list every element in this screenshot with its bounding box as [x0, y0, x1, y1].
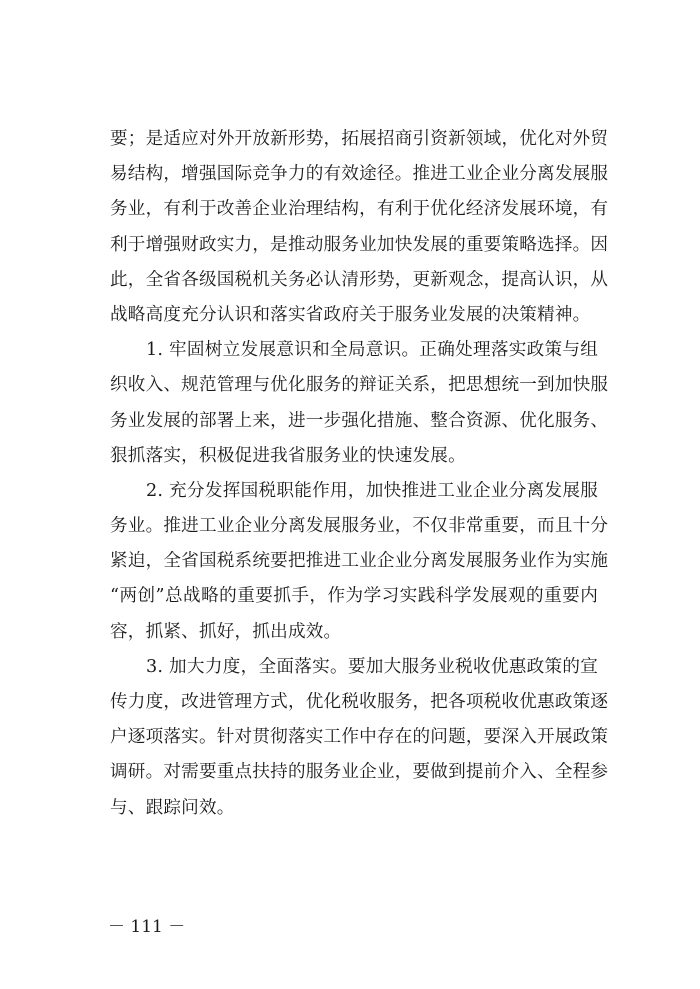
text-line: 狠抓落实，积极促进我省服务业的快速发展。 — [110, 445, 466, 466]
text-line: 利于增强财政实力，是推动服务业加快发展的重要策略选择。因 — [110, 234, 609, 255]
text-line: 紧迫，全省国税系统要把推进工业企业分离发展服务业作为实施 — [110, 551, 609, 572]
paragraph — [110, 122, 609, 333]
text-line: 务业，有利于改善企业治理结构，有利于优化经济发展环境，有 — [110, 199, 609, 220]
paragraph — [110, 650, 609, 826]
text-line: 1. 牢固树立发展意识和全局意识。正确处理落实政策与组 — [146, 340, 598, 361]
text-line: 传力度，改进管理方式，优化税收服务，把各项税收优惠政策逐 — [110, 692, 609, 712]
page-number: － 111 － — [108, 917, 186, 937]
text-line: 3. 加大力度，全面落实。要加大服务业税收优惠政策的宣 — [146, 656, 598, 677]
paragraph — [110, 474, 609, 650]
text-line: 织收入、规范管理与优化服务的辩证关系，把思想统一到加快服 — [110, 375, 609, 396]
text-line: 务业。推进工业企业分离发展服务业，不仅非常重要，而且十分 — [110, 516, 609, 537]
text-line: 容，抓紧、抓好，抓出成效。 — [110, 621, 342, 642]
text-line: 户逐项落实。针对贯彻落实工作中存在的问题，要深入开展政策 — [110, 727, 609, 748]
text-line: 要；是适应对外开放新形势，拓展招商引资新领域，优化对外贸 — [110, 129, 609, 149]
text-line: 调研。对需要重点扶持的服务业企业，要做到提前介入、全程参 — [110, 762, 609, 783]
text-line: 2. 充分发挥国税职能作用，加快推进工业企业分离发展服 — [146, 480, 598, 501]
text-line: 战略高度充分认识和落实省政府关于服务业发展的决策精神。 — [110, 304, 591, 325]
text-line: 易结构，增强国际竞争力的有效途径。推进工业企业分离发展服 — [110, 164, 609, 185]
paragraph — [110, 333, 609, 474]
text-line: 务业发展的部署上来，进一步强化措施、整合资源、优化服务、 — [110, 410, 609, 431]
text-line: 此，全省各级国税机关务必认清形势，更新观念，提高认识，从 — [110, 269, 609, 290]
text-line: 与、跟踪问效。 — [110, 797, 235, 818]
text-line: “两创”总战略的重要抓手，作为学习实践科学发展观的重要内 — [110, 586, 598, 607]
body-text — [110, 122, 609, 826]
